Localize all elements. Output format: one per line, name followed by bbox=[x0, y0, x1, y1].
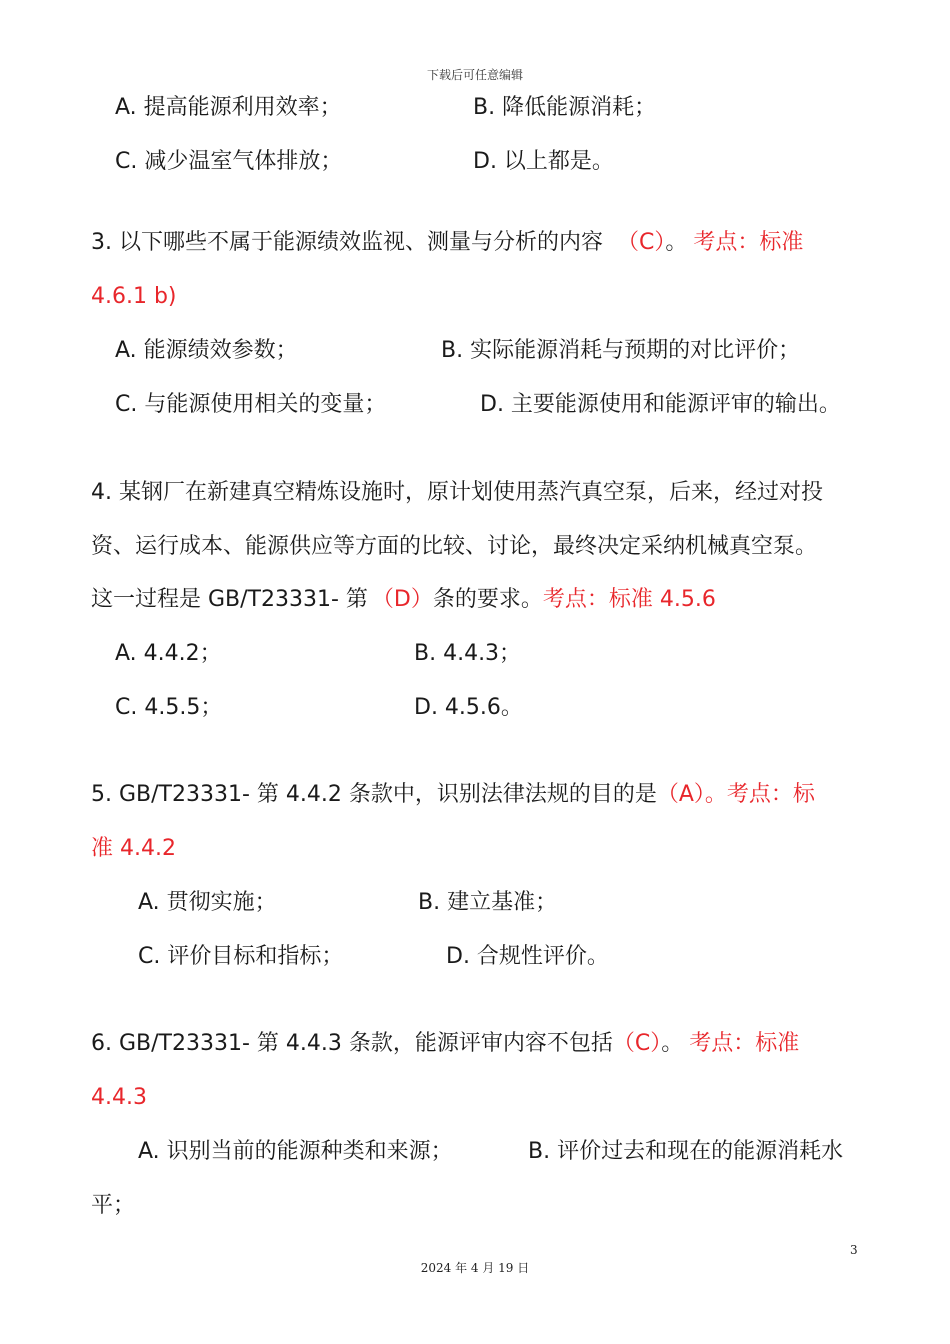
q3-option-c: C. 与能源使用相关的变量； bbox=[115, 392, 387, 417]
q2-option-d: D. 以上都是。 bbox=[473, 149, 614, 174]
q3-option-d: D. 主要能源使用和能源评审的输出。 bbox=[480, 392, 841, 417]
q6-period: 。 bbox=[661, 1031, 684, 1056]
page-number: 3 bbox=[850, 1243, 858, 1257]
q5-keypoint-ref: 准 4.4.2 bbox=[91, 836, 176, 861]
q2-option-b: B. 降低能源消耗； bbox=[473, 95, 657, 120]
q3-keypoint-ref: 4.6.1 b) bbox=[91, 284, 177, 309]
q3-answer: （C） bbox=[617, 230, 666, 255]
q6-stem: 6. GB/T23331- 第 4.4.3 条款，能源评审内容不包括 bbox=[91, 1031, 613, 1056]
q3-stem-line bbox=[91, 228, 803, 258]
q3-option-a: A. 能源绩效参数； bbox=[115, 338, 298, 363]
q4-answer: （D） bbox=[371, 587, 433, 612]
q6-keypoint: 考点：标准 bbox=[689, 1031, 800, 1056]
q4-option-a: A. 4.4.2； bbox=[115, 641, 222, 666]
q3-keypoint: 考点：标准 bbox=[693, 230, 804, 255]
q4-option-c: C. 4.5.5； bbox=[115, 695, 223, 720]
q2-option-a: A. 提高能源利用效率； bbox=[115, 95, 342, 120]
q3-option-b: B. 实际能源消耗与预期的对比评价； bbox=[441, 338, 801, 363]
q4-option-d: D. 4.5.6。 bbox=[414, 695, 523, 720]
q2-option-c: C. 减少温室气体排放； bbox=[115, 149, 343, 174]
q6-option-b-continued: 平； bbox=[91, 1193, 136, 1218]
q5-answer: （A） bbox=[656, 782, 705, 807]
q6-option-a: A. 识别当前的能源种类和来源； bbox=[138, 1139, 453, 1164]
q5-option-b: B. 建立基准； bbox=[418, 890, 558, 915]
q4-stem-line-1: 4. 某钢厂在新建真空精炼设施时，原计划使用蒸汽真空泵，后来，经过对投 bbox=[91, 480, 823, 505]
q3-stem: 3. 以下哪些不属于能源绩效监视、测量与分析的内容 bbox=[91, 230, 603, 255]
q5-option-a: A. 贯彻实施； bbox=[138, 890, 277, 915]
q5-option-c: C. 评价目标和指标； bbox=[138, 944, 344, 969]
page-header: 下载后可任意编辑 bbox=[426, 68, 523, 82]
q4-option-b: B. 4.4.3； bbox=[414, 641, 522, 666]
q4-stem-part-1: 这一过程是 GB/T23331- 第 bbox=[91, 587, 368, 612]
q6-stem-line bbox=[91, 1029, 799, 1059]
q6-keypoint-ref: 4.4.3 bbox=[91, 1085, 147, 1110]
q4-keypoint: 考点：标准 4.5.6 bbox=[542, 587, 716, 612]
q4-stem-line-2: 资、运行成本、能源供应等方面的比较、讨论，最终决定采纳机械真空泵。 bbox=[91, 534, 818, 559]
footer-date: 2024 年 4 月 19 日 bbox=[420, 1261, 530, 1275]
q6-option-b: B. 评价过去和现在的能源消耗水 bbox=[528, 1139, 844, 1164]
q5-stem: 5. GB/T23331- 第 4.4.2 条款中，识别法律法规的目的是 bbox=[91, 782, 657, 807]
q5-stem-line bbox=[91, 780, 815, 810]
q4-stem-line-3 bbox=[91, 585, 716, 615]
q5-keypoint: 。考点：标 bbox=[704, 782, 815, 807]
q6-answer: （C） bbox=[612, 1031, 662, 1056]
q3-period: 。 bbox=[665, 230, 688, 255]
q4-stem-part-2: 条的要求。 bbox=[432, 587, 543, 612]
q5-option-d: D. 合规性评价。 bbox=[446, 944, 609, 969]
